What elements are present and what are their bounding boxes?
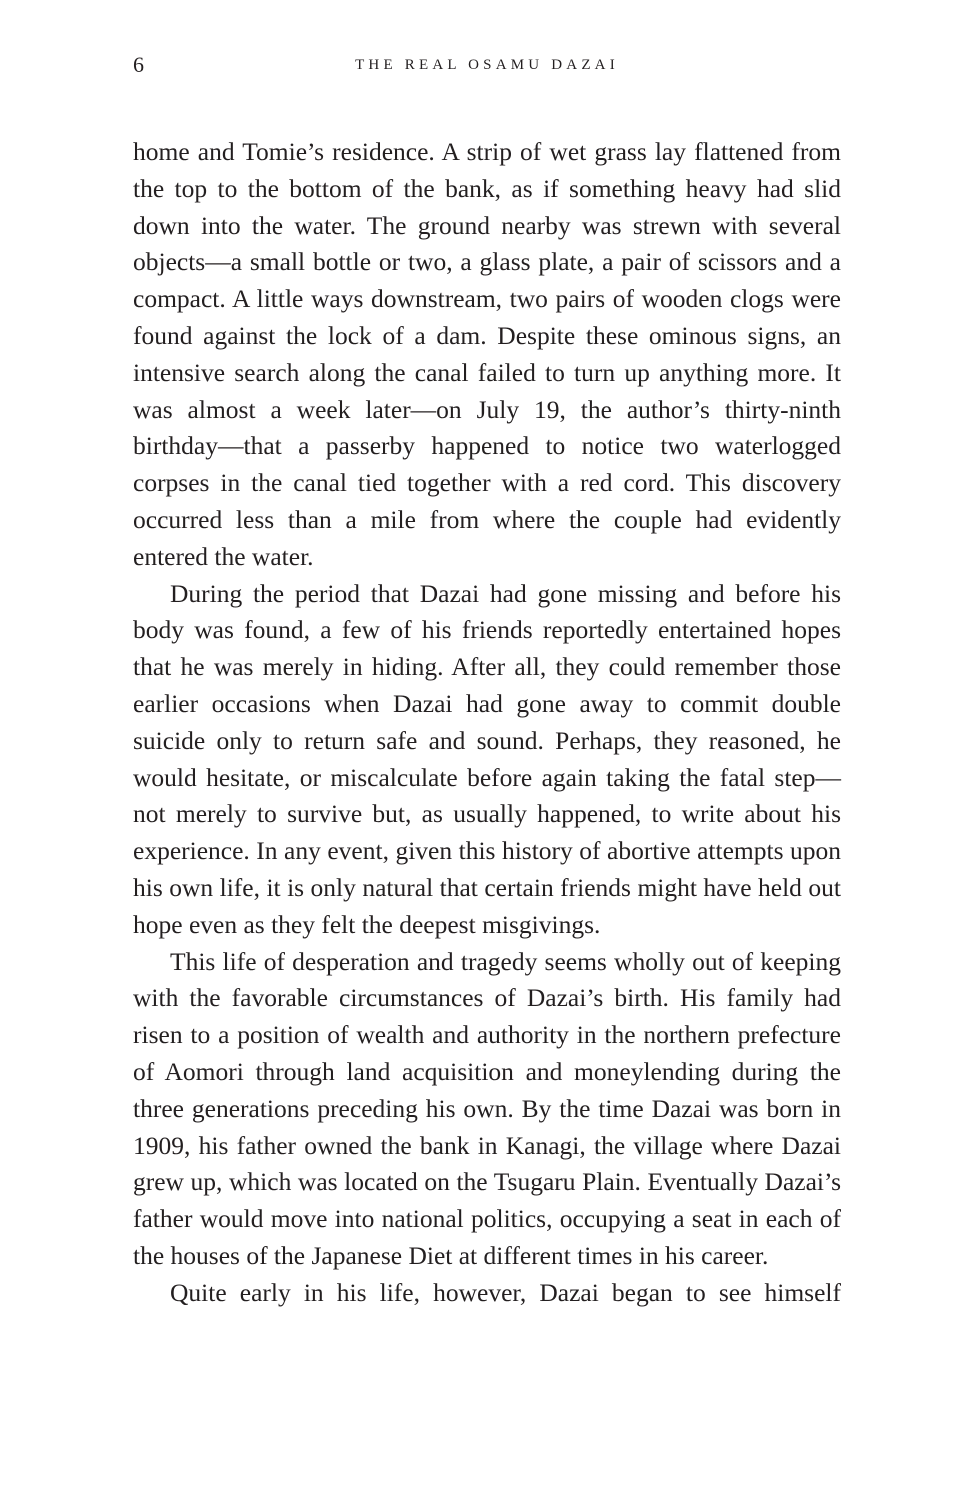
body-text <box>133 134 841 1312</box>
paragraph-1: home and Tomie’s residence. A strip of wet grass lay flattened from the top to the bottom of the bank, as if something heavy had slid down into the water. The ground nearby was strewn with several objects—a small bottle or two, a glass plate, a pair of scissors and a compact. A little ways downstream, two pairs of wooden clogs were found against the lock of a dam. Despite these ominous signs, an intensive search along the canal failed to turn up anything more. It was almost a week later—on July 19, the author’s thirty-ninth birthday—that a passerby happened to notice two waterlogged corpses in the canal tied together with a red cord. This discovery occurred less than a mile from where the couple had evidently entered the water. <box>133 137 841 571</box>
paragraph-2: During the period that Dazai had gone missing and before his body was found, a few of his friends reportedly entertained hopes that he was merely in hiding. After all, they could remember those earlier occasions when Dazai had gone away to commit double suicide only to return safe and sound. Perhaps, they reasoned, he would hesitate, or miscalculate before again taking the fatal step—not merely to survive but, as usually happened, to write about his experience. In any event, given this history of abortive attempts upon his own life, it is only natural that certain friends might have held out hope even as they felt the deepest misgivings. <box>133 578 841 939</box>
page-number: 6 <box>133 52 144 77</box>
paragraph-3: This life of desperation and tragedy seems wholly out of keeping with the favorable circumstances of Dazai’s birth. His family had risen to a position of wealth and authority in the northern prefecture of Aomori through land acquisition and moneylending during the three generations preceding his own. By the time Dazai was born in 1909, his father owned the bank in Kanagi, the village where Dazai grew up, which was located on the Tsugaru Plain. Eventually Dazai’s father would move into national politics, occupying a seat in each of the houses of the Japanese Diet at different times in his career. <box>133 946 841 1270</box>
running-head <box>133 50 841 80</box>
paragraph-4: Quite early in his life, however, Dazai began to see himself <box>170 1277 841 1307</box>
running-title: THE REAL OSAMU DAZAI <box>355 57 619 73</box>
